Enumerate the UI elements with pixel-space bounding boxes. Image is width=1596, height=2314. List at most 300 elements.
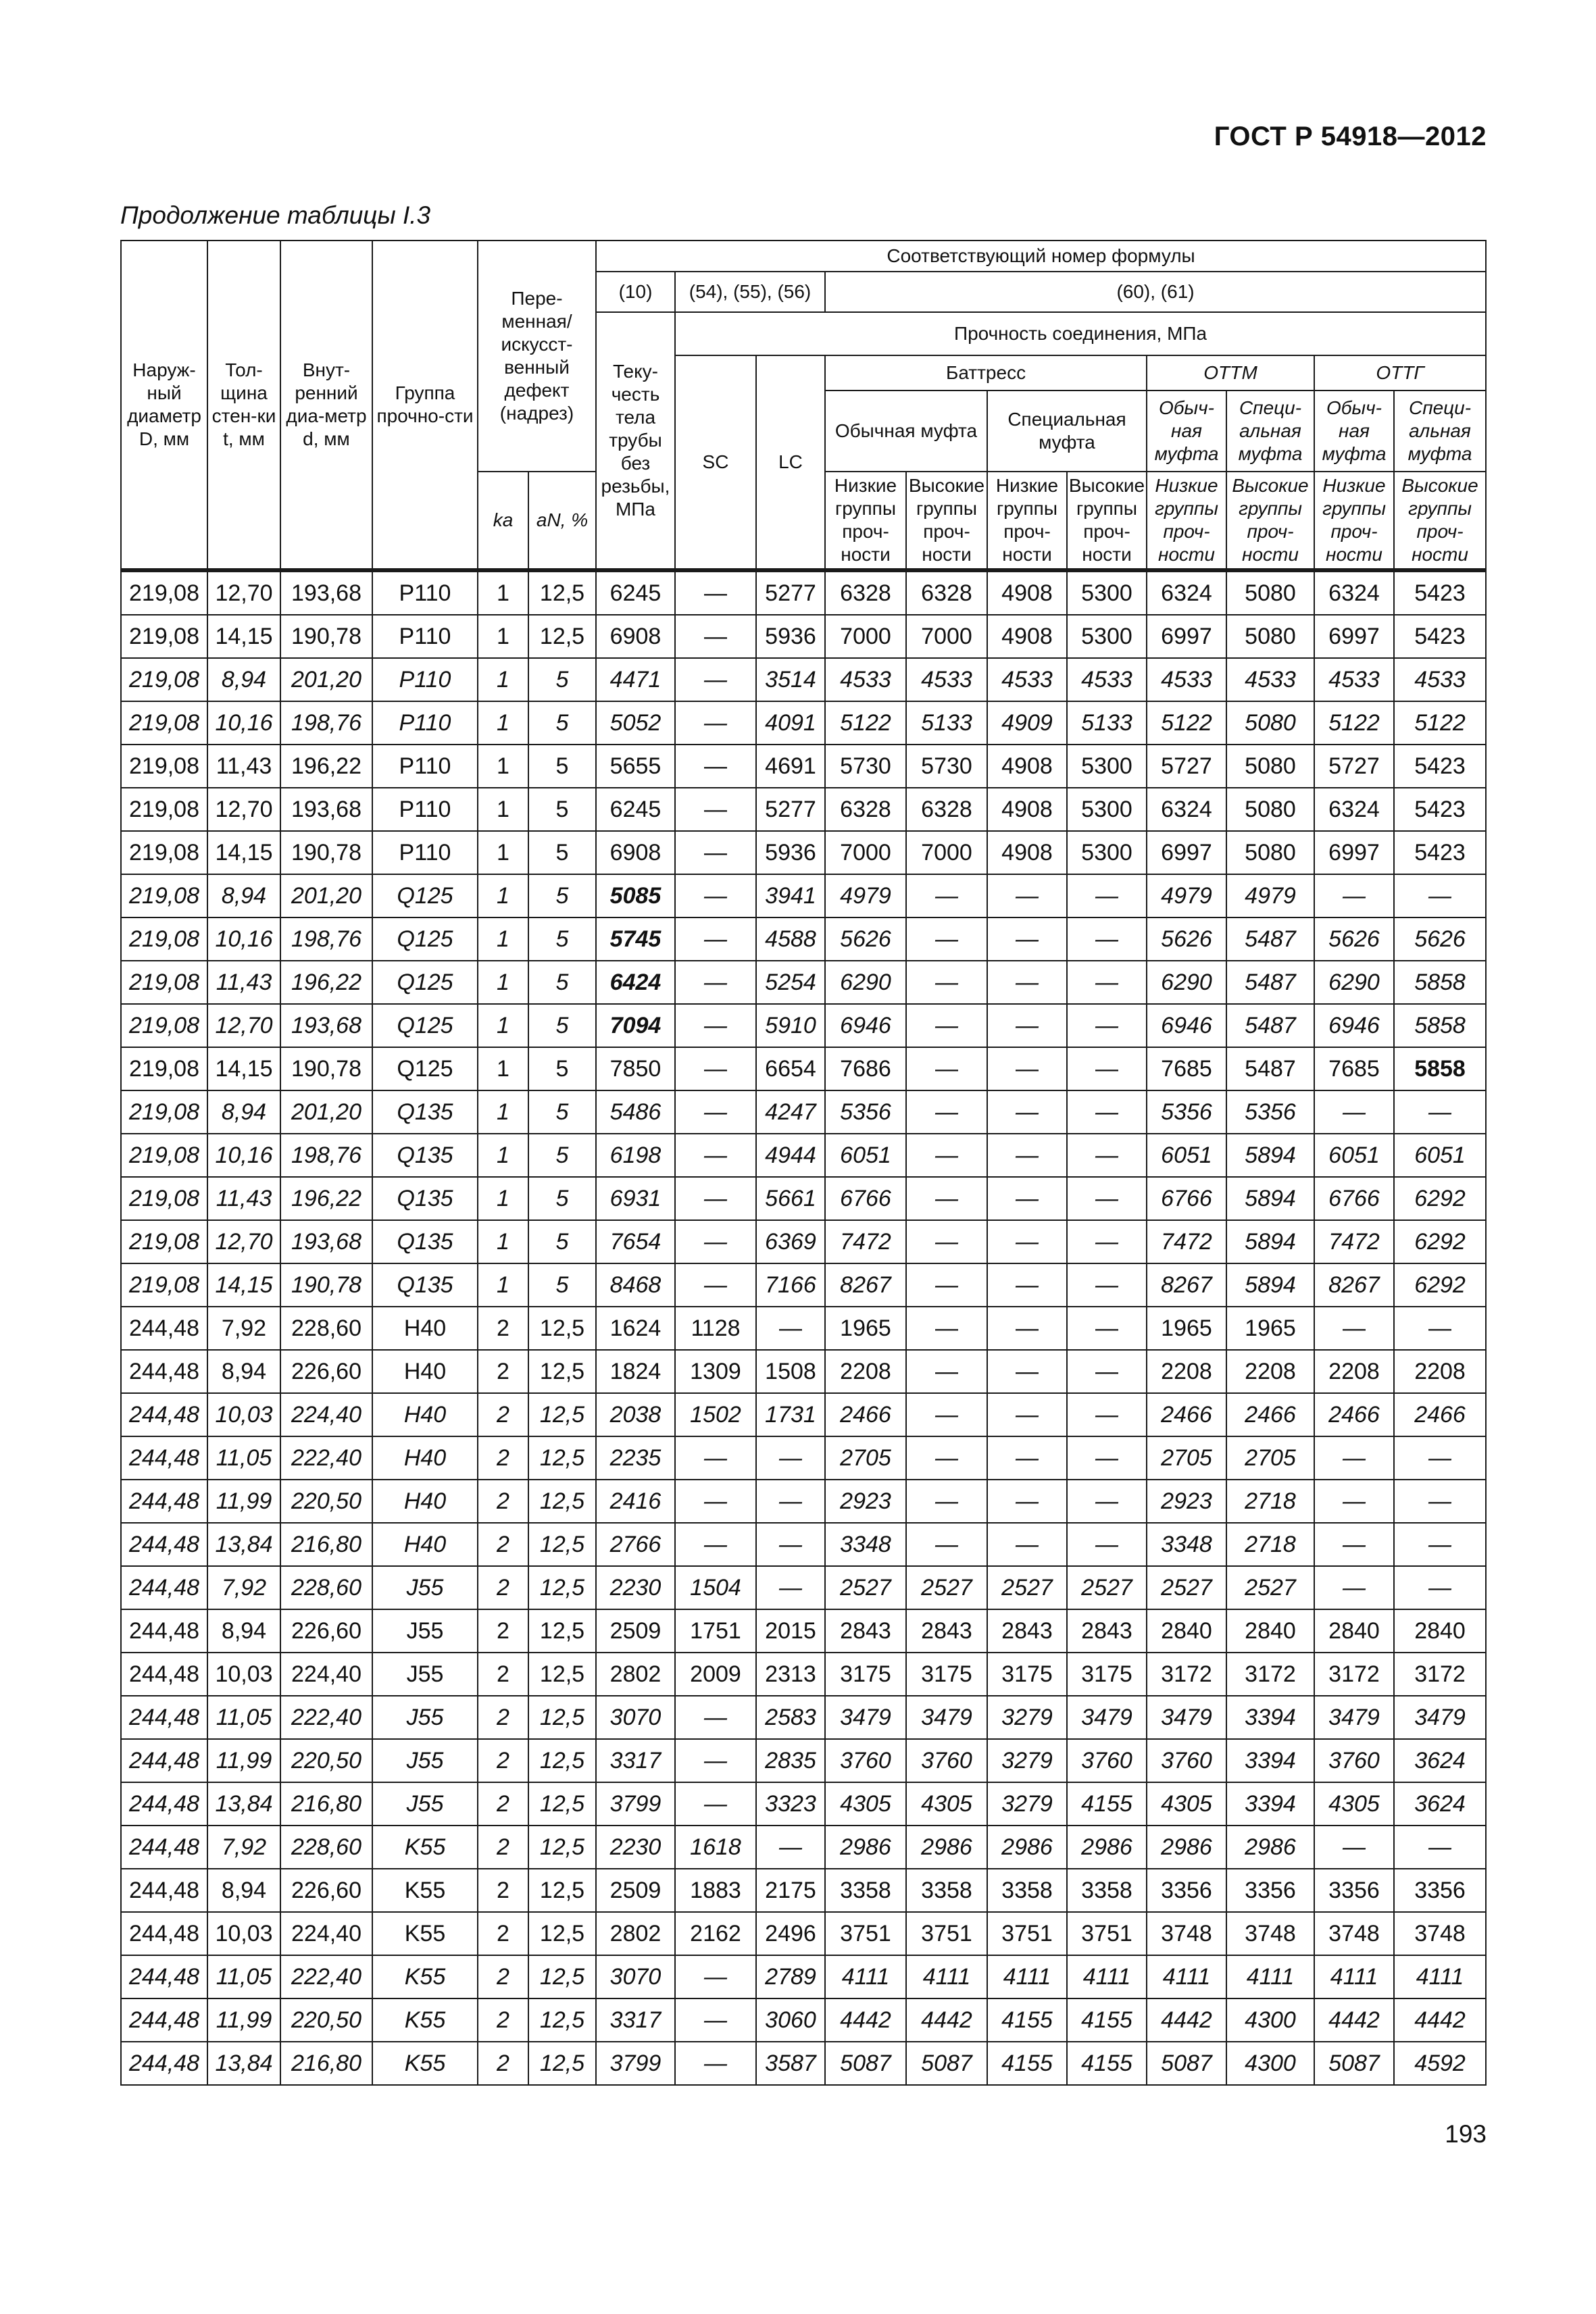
table-cell: 244,48 xyxy=(121,1955,207,1998)
table-cell: 201,20 xyxy=(280,1090,372,1134)
table-cell: — xyxy=(756,1307,825,1350)
table-cell: 2208 xyxy=(1226,1350,1314,1393)
table-cell: 2509 xyxy=(596,1609,675,1653)
table-cell: 2466 xyxy=(1314,1393,1394,1436)
header-formula-10: (10) xyxy=(596,272,675,312)
table-cell: 2 xyxy=(478,1523,528,1566)
table-cell: 2789 xyxy=(756,1955,825,1998)
table-cell: — xyxy=(1067,1134,1147,1177)
table-cell: — xyxy=(675,1436,756,1480)
table-cell: 3760 xyxy=(1314,1739,1394,1782)
table-cell: 1309 xyxy=(675,1350,756,1393)
table-cell: 5423 xyxy=(1394,788,1486,831)
table-cell: 244,48 xyxy=(121,1912,207,1955)
table-cell: 2 xyxy=(478,1480,528,1523)
table-cell: 12,5 xyxy=(528,1869,596,1912)
table-row xyxy=(121,1436,1486,1480)
table-cell: 4155 xyxy=(987,2042,1067,2085)
table-cell: 219,08 xyxy=(121,701,207,745)
table-cell: 5300 xyxy=(1067,570,1147,615)
table-cell: 3748 xyxy=(1147,1912,1226,1955)
header-buttress-special-high: Высокие группы проч-ности xyxy=(1067,472,1147,570)
table-cell: — xyxy=(906,1307,987,1350)
table-cell: 1128 xyxy=(675,1307,756,1350)
table-cell: — xyxy=(1067,961,1147,1004)
table-cell: — xyxy=(675,701,756,745)
table-cell: 5486 xyxy=(596,1090,675,1134)
table-cell: — xyxy=(1314,1826,1394,1869)
table-cell: 7654 xyxy=(596,1220,675,1263)
table-cell: 6051 xyxy=(1314,1134,1394,1177)
table-cell: 4691 xyxy=(756,745,825,788)
table-cell: — xyxy=(1067,1090,1147,1134)
table-cell: 12,5 xyxy=(528,1523,596,1566)
table-cell: 8,94 xyxy=(207,1350,280,1393)
table-cell: 2208 xyxy=(825,1350,906,1393)
header-connection-strength: Прочность соединения, МПа xyxy=(675,312,1486,355)
table-cell: 1 xyxy=(478,1263,528,1307)
table-cell: 1 xyxy=(478,831,528,874)
table-cell: 3060 xyxy=(756,1998,825,2042)
table-cell: 6290 xyxy=(1147,961,1226,1004)
table-cell: — xyxy=(675,1047,756,1090)
table-cell: 5936 xyxy=(756,615,825,658)
table-cell: 2986 xyxy=(987,1826,1067,1869)
table-cell: 5052 xyxy=(596,701,675,745)
table-row xyxy=(121,1480,1486,1523)
table-cell: 3760 xyxy=(825,1739,906,1782)
table-cell: — xyxy=(675,1998,756,2042)
table-cell: 4155 xyxy=(1067,1782,1147,1826)
table-cell: 5 xyxy=(528,1090,596,1134)
table-cell: 3748 xyxy=(1394,1912,1486,1955)
table-cell: 2208 xyxy=(1314,1350,1394,1393)
table-cell: 2843 xyxy=(825,1609,906,1653)
table-row xyxy=(121,2042,1486,2085)
table-cell: 7685 xyxy=(1314,1047,1394,1090)
table-cell: 10,03 xyxy=(207,1912,280,1955)
header-ka: ka xyxy=(478,472,528,570)
table-cell: 2923 xyxy=(1147,1480,1226,1523)
table-cell: 3356 xyxy=(1394,1869,1486,1912)
table-cell: P110 xyxy=(372,701,478,745)
table-cell: 5487 xyxy=(1226,1004,1314,1047)
table-row xyxy=(121,1220,1486,1263)
table-cell: 6908 xyxy=(596,615,675,658)
table-cell: 1508 xyxy=(756,1350,825,1393)
table-cell: Q125 xyxy=(372,874,478,917)
table-cell: — xyxy=(675,1696,756,1739)
table-cell: 244,48 xyxy=(121,1696,207,1739)
table-cell: 13,84 xyxy=(207,1523,280,1566)
table-cell: 2583 xyxy=(756,1696,825,1739)
table-cell: 4533 xyxy=(1147,658,1226,701)
table-cell: 4300 xyxy=(1226,2042,1314,2085)
table-cell: — xyxy=(906,961,987,1004)
table-cell: 228,60 xyxy=(280,1566,372,1609)
table-cell: 2923 xyxy=(825,1480,906,1523)
table-cell: K55 xyxy=(372,2042,478,2085)
table-cell: 6766 xyxy=(1314,1177,1394,1220)
table-cell: 6292 xyxy=(1394,1220,1486,1263)
table-cell: — xyxy=(756,1436,825,1480)
table-cell: 6997 xyxy=(1147,831,1226,874)
table-cell: 12,5 xyxy=(528,615,596,658)
table-cell: 1965 xyxy=(1226,1307,1314,1350)
table-cell: — xyxy=(987,1307,1067,1350)
table-cell: 2496 xyxy=(756,1912,825,1955)
table-cell: 4111 xyxy=(906,1955,987,1998)
table-cell: 2527 xyxy=(987,1566,1067,1609)
table-cell: 3070 xyxy=(596,1955,675,1998)
table-cell: — xyxy=(987,1263,1067,1307)
table-cell: 2230 xyxy=(596,1566,675,1609)
table-cell: 4592 xyxy=(1394,2042,1486,2085)
table-cell: Q125 xyxy=(372,917,478,961)
table-cell: H40 xyxy=(372,1436,478,1480)
table-cell: 2835 xyxy=(756,1739,825,1782)
table-cell: — xyxy=(906,1523,987,1566)
table-cell: 4442 xyxy=(1314,1998,1394,2042)
table-cell: 3941 xyxy=(756,874,825,917)
table-cell: 2 xyxy=(478,1912,528,1955)
table-cell: 3394 xyxy=(1226,1739,1314,1782)
table-cell: 1 xyxy=(478,1047,528,1090)
table-cell: 6051 xyxy=(1147,1134,1226,1177)
table-cell: — xyxy=(675,1480,756,1523)
table-cell: 11,05 xyxy=(207,1436,280,1480)
table-cell: 5122 xyxy=(825,701,906,745)
table-cell: 198,76 xyxy=(280,1134,372,1177)
table-cell: 1965 xyxy=(825,1307,906,1350)
table-cell: 2527 xyxy=(1147,1566,1226,1609)
table-cell: 6290 xyxy=(825,961,906,1004)
table-cell: — xyxy=(675,1739,756,1782)
table-cell: 2466 xyxy=(825,1393,906,1436)
table-cell: — xyxy=(987,1523,1067,1566)
table-cell: 5087 xyxy=(1147,2042,1226,2085)
table-cell: 3479 xyxy=(825,1696,906,1739)
table-cell: 14,15 xyxy=(207,1263,280,1307)
table-row xyxy=(121,1955,1486,1998)
table-cell: — xyxy=(1067,1436,1147,1480)
table-cell: 219,08 xyxy=(121,570,207,615)
table-cell: 3624 xyxy=(1394,1782,1486,1826)
table-row xyxy=(121,745,1486,788)
table-cell: 5133 xyxy=(906,701,987,745)
table-cell: 8,94 xyxy=(207,658,280,701)
table-cell: 2 xyxy=(478,1869,528,1912)
table-cell: — xyxy=(1314,874,1394,917)
table-cell: 12,5 xyxy=(528,1393,596,1436)
table-cell: 1965 xyxy=(1147,1307,1226,1350)
table-cell: 5858 xyxy=(1394,961,1486,1004)
table-cell: 1824 xyxy=(596,1350,675,1393)
table-row xyxy=(121,788,1486,831)
table-cell: 222,40 xyxy=(280,1955,372,1998)
table-cell: 1 xyxy=(478,1090,528,1134)
table-cell: 5858 xyxy=(1394,1047,1486,1090)
table-cell: 2843 xyxy=(987,1609,1067,1653)
table-cell: 5087 xyxy=(1314,2042,1394,2085)
table-cell: 4091 xyxy=(756,701,825,745)
table-cell: 8267 xyxy=(825,1263,906,1307)
table-cell: 4908 xyxy=(987,570,1067,615)
table-row xyxy=(121,1566,1486,1609)
table-cell: 4155 xyxy=(1067,1998,1147,2042)
table-row xyxy=(121,1263,1486,1307)
table-cell: 5356 xyxy=(1226,1090,1314,1134)
header-ottm-regular: Обыч-ная муфта xyxy=(1147,391,1226,472)
table-cell: Q125 xyxy=(372,1004,478,1047)
table-cell: 2038 xyxy=(596,1393,675,1436)
table-cell: — xyxy=(1067,1393,1147,1436)
table-cell: 5626 xyxy=(1394,917,1486,961)
table-cell: 3175 xyxy=(987,1653,1067,1696)
table-cell: — xyxy=(987,1047,1067,1090)
table-cell: 7472 xyxy=(1147,1220,1226,1263)
table-cell: 12,5 xyxy=(528,1566,596,1609)
document-standard-header: ГОСТ Р 54918—2012 xyxy=(1214,122,1487,151)
table-cell: K55 xyxy=(372,1869,478,1912)
table-cell: 5080 xyxy=(1226,788,1314,831)
table-cell: 6946 xyxy=(825,1004,906,1047)
table-cell: 5727 xyxy=(1147,745,1226,788)
table-cell: — xyxy=(1067,1177,1147,1220)
table-cell: 2705 xyxy=(1147,1436,1226,1480)
table-cell: 2 xyxy=(478,2042,528,2085)
table-cell: 3587 xyxy=(756,2042,825,2085)
table-cell: — xyxy=(906,1177,987,1220)
table-cell: 244,48 xyxy=(121,1782,207,1826)
table-row xyxy=(121,1307,1486,1350)
table-cell: 4300 xyxy=(1226,1998,1314,2042)
table-cell: 7000 xyxy=(825,831,906,874)
table-cell: 11,99 xyxy=(207,1739,280,1782)
table-cell: 3348 xyxy=(825,1523,906,1566)
table-cell: 2986 xyxy=(1147,1826,1226,1869)
table-cell: 5655 xyxy=(596,745,675,788)
table-cell: 2527 xyxy=(906,1566,987,1609)
table-row xyxy=(121,1998,1486,2042)
table-cell: 5 xyxy=(528,1047,596,1090)
table-cell: 219,08 xyxy=(121,1047,207,1090)
table-cell: 5894 xyxy=(1226,1134,1314,1177)
table-cell: 1 xyxy=(478,961,528,1004)
table-cell: 2 xyxy=(478,1826,528,1869)
table-cell: — xyxy=(1394,1826,1486,1869)
table-cell: 5085 xyxy=(596,874,675,917)
header-ottg-special-high: Высокие группы проч-ности xyxy=(1394,472,1486,570)
table-cell: 7850 xyxy=(596,1047,675,1090)
table-cell: 5487 xyxy=(1226,917,1314,961)
table-cell: 5727 xyxy=(1314,745,1394,788)
table-cell: 244,48 xyxy=(121,1869,207,1912)
table-cell: 6946 xyxy=(1314,1004,1394,1047)
table-cell: 7094 xyxy=(596,1004,675,1047)
table-cell: — xyxy=(675,1955,756,1998)
table-row xyxy=(121,570,1486,615)
table-cell: 1502 xyxy=(675,1393,756,1436)
table-cell: 6198 xyxy=(596,1134,675,1177)
table-cell: 5745 xyxy=(596,917,675,961)
table-cell: 5894 xyxy=(1226,1177,1314,1220)
table-cell: 13,84 xyxy=(207,1782,280,1826)
table-cell: 3358 xyxy=(825,1869,906,1912)
table-cell: P110 xyxy=(372,658,478,701)
table-cell: — xyxy=(906,917,987,961)
table-cell: 6245 xyxy=(596,570,675,615)
table-cell: — xyxy=(675,1263,756,1307)
table-cell: 6766 xyxy=(825,1177,906,1220)
table-cell: 6324 xyxy=(1314,570,1394,615)
table-cell: 2 xyxy=(478,1955,528,1998)
table-cell: 5122 xyxy=(1394,701,1486,745)
table-cell: 2986 xyxy=(1226,1826,1314,1869)
table-cell: 2509 xyxy=(596,1869,675,1912)
table-cell: 3172 xyxy=(1226,1653,1314,1696)
table-cell: 4442 xyxy=(1394,1998,1486,2042)
table-cell: 219,08 xyxy=(121,1090,207,1134)
table-cell: — xyxy=(906,1134,987,1177)
table-cell: Q135 xyxy=(372,1220,478,1263)
table-cell: 10,03 xyxy=(207,1393,280,1436)
table-cell: 8,94 xyxy=(207,874,280,917)
table-cell: 6324 xyxy=(1147,570,1226,615)
table-cell: — xyxy=(675,788,756,831)
table-cell: 3279 xyxy=(987,1696,1067,1739)
table-cell: 8,94 xyxy=(207,1609,280,1653)
table-cell: 6997 xyxy=(1147,615,1226,658)
table-cell: K55 xyxy=(372,1826,478,1869)
table-row xyxy=(121,658,1486,701)
table-cell: — xyxy=(1314,1523,1394,1566)
table-cell: 3479 xyxy=(906,1696,987,1739)
table-cell: 4111 xyxy=(1226,1955,1314,1998)
table-cell: K55 xyxy=(372,1955,478,1998)
header-defect: Пере-менная/ искусст-венный дефект (надрез) xyxy=(478,241,596,472)
table-cell: 2766 xyxy=(596,1523,675,1566)
table-cell: 11,99 xyxy=(207,1480,280,1523)
table-cell: 6051 xyxy=(1394,1134,1486,1177)
table-cell: 201,20 xyxy=(280,658,372,701)
table-cell: H40 xyxy=(372,1350,478,1393)
table-cell: — xyxy=(987,1090,1067,1134)
table-cell: 2 xyxy=(478,1998,528,2042)
table-cell: 2718 xyxy=(1226,1523,1314,1566)
table-cell: 11,05 xyxy=(207,1955,280,1998)
table-cell: 2 xyxy=(478,1653,528,1696)
table-cell: 5 xyxy=(528,1220,596,1263)
table-cell: 3748 xyxy=(1314,1912,1394,1955)
table-row xyxy=(121,1826,1486,1869)
table-cell: Q135 xyxy=(372,1177,478,1220)
table-cell: — xyxy=(675,615,756,658)
table-cell: 7,92 xyxy=(207,1566,280,1609)
table-cell: 3172 xyxy=(1394,1653,1486,1696)
table-cell: 5 xyxy=(528,745,596,788)
table-cell: — xyxy=(906,1436,987,1480)
table-cell: 14,15 xyxy=(207,831,280,874)
table-cell: 4533 xyxy=(906,658,987,701)
table-cell: 3317 xyxy=(596,1739,675,1782)
table-cell: 3624 xyxy=(1394,1739,1486,1782)
table-cell: 3751 xyxy=(906,1912,987,1955)
table-cell: — xyxy=(987,1350,1067,1393)
data-table xyxy=(120,240,1487,2086)
table-cell: — xyxy=(675,874,756,917)
table-cell: 7000 xyxy=(906,831,987,874)
table-cell: 2802 xyxy=(596,1912,675,1955)
header-inner-diameter: Внут-ренний диа-метр d, мм xyxy=(280,241,372,570)
table-cell: 6424 xyxy=(596,961,675,1004)
table-cell: 11,99 xyxy=(207,1998,280,2042)
table-cell: 4471 xyxy=(596,658,675,701)
table-cell: 2705 xyxy=(1226,1436,1314,1480)
table-cell: 1 xyxy=(478,570,528,615)
table-cell: 6328 xyxy=(825,788,906,831)
table-cell: 5423 xyxy=(1394,745,1486,788)
table-cell: 3279 xyxy=(987,1782,1067,1826)
header-formula-54-56: (54), (55), (56) xyxy=(675,272,825,312)
table-cell: — xyxy=(756,1826,825,1869)
table-cell: 190,78 xyxy=(280,1047,372,1090)
table-cell: 2986 xyxy=(825,1826,906,1869)
table-cell: 5 xyxy=(528,917,596,961)
table-cell: 7000 xyxy=(906,615,987,658)
table-cell: — xyxy=(906,1047,987,1090)
table-cell: 3799 xyxy=(596,2042,675,2085)
table-cell: 219,08 xyxy=(121,1004,207,1047)
table-cell: 2175 xyxy=(756,1869,825,1912)
table-row xyxy=(121,701,1486,745)
table-row xyxy=(121,1739,1486,1782)
table-cell: 220,50 xyxy=(280,1739,372,1782)
table-cell: 3514 xyxy=(756,658,825,701)
table-cell: 5300 xyxy=(1067,615,1147,658)
table-cell: 2230 xyxy=(596,1826,675,1869)
table-cell: 3479 xyxy=(1067,1696,1147,1739)
table-cell: 219,08 xyxy=(121,1263,207,1307)
table-cell: 219,08 xyxy=(121,874,207,917)
table-cell: 4979 xyxy=(1226,874,1314,917)
table-cell: — xyxy=(756,1480,825,1523)
table-cell: 5626 xyxy=(1314,917,1394,961)
table-cell: 6931 xyxy=(596,1177,675,1220)
table-cell: — xyxy=(675,745,756,788)
table-cell: 3348 xyxy=(1147,1523,1226,1566)
table-cell: — xyxy=(675,961,756,1004)
table-cell: 3760 xyxy=(1147,1739,1226,1782)
table-cell: — xyxy=(906,1004,987,1047)
table-cell: 6946 xyxy=(1147,1004,1226,1047)
table-row xyxy=(121,1696,1486,1739)
table-cell: 219,08 xyxy=(121,917,207,961)
table-cell: 4247 xyxy=(756,1090,825,1134)
header-formula-60-61: (60), (61) xyxy=(825,272,1486,312)
table-cell: 219,08 xyxy=(121,831,207,874)
table-cell: — xyxy=(1067,917,1147,961)
table-cell: 5080 xyxy=(1226,615,1314,658)
table-row xyxy=(121,1869,1486,1912)
table-cell: 1618 xyxy=(675,1826,756,1869)
table-cell: 5356 xyxy=(825,1090,906,1134)
table-cell: 6245 xyxy=(596,788,675,831)
table-cell: — xyxy=(1394,1090,1486,1134)
table-cell: 4111 xyxy=(1394,1955,1486,1998)
table-cell: 4305 xyxy=(906,1782,987,1826)
table-cell: 228,60 xyxy=(280,1826,372,1869)
